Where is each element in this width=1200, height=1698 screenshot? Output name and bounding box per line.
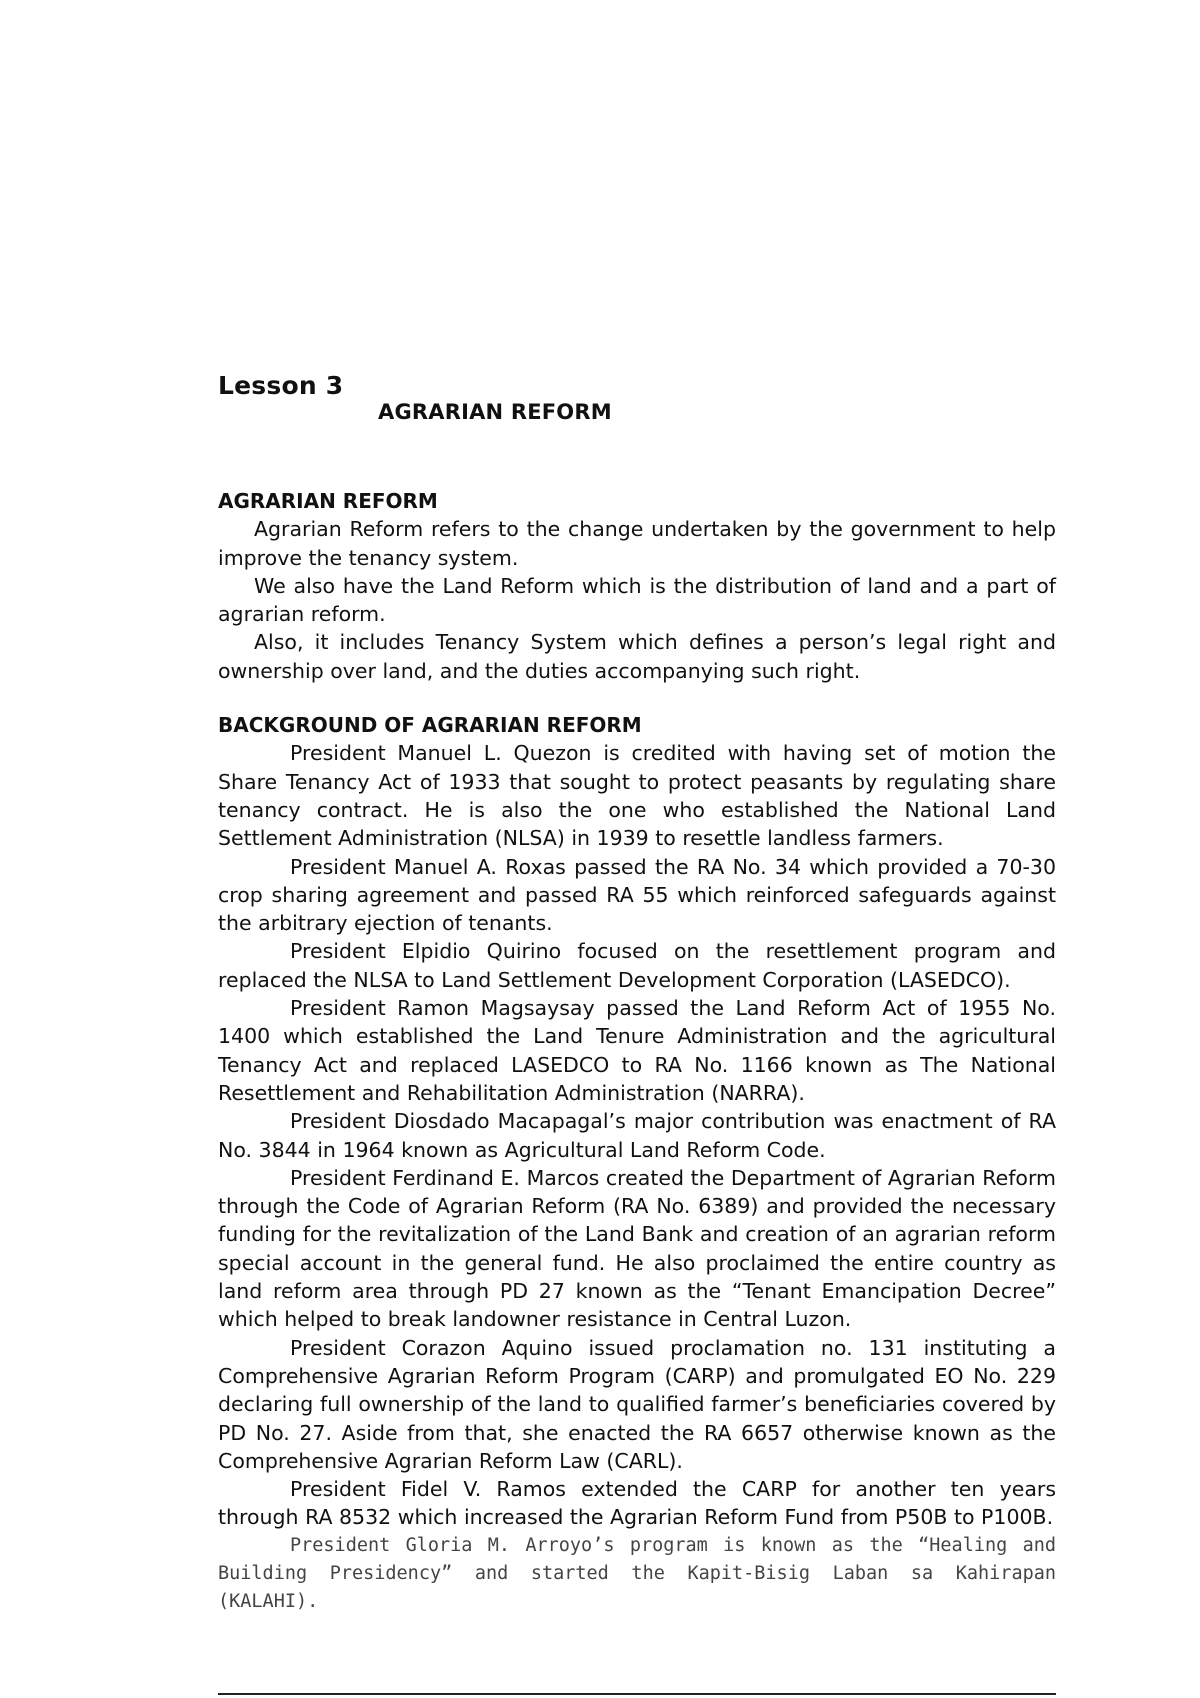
section-spacer: [218, 685, 1056, 711]
lesson-title: AGRARIAN REFORM: [378, 400, 612, 424]
paragraph: President Manuel L. Quezon is credited with having set of motion the Share Tenancy Act of 1933 that sought to protect peasants by regulating share tenancy contract. He is also the one who established the National Land Settlement Administration (NLSA) in 1939 to resettle landless farmers.: [218, 741, 1056, 851]
section-background: [218, 711, 1056, 1616]
paragraph: President Fidel V. Ramos extended the CARP for another ten years through RA 8532 which increased the Agrarian Reform Fund from P50B to P100B.: [218, 1477, 1056, 1530]
section-heading: AGRARIAN REFORM: [218, 489, 438, 513]
paragraph: President Gloria M. Arroyo’s program is known as the “Healing and Building Presidency” and started the Kapit-Bisig Laban sa Kahirapan (KALAHI).: [218, 1534, 1056, 1612]
paragraph: President Ramon Magsaysay passed the Land Reform Act of 1955 No. 1400 which established the Land Tenure Administration and the agricultural Tenancy Act and replaced LASEDCO to RA No. 1166 known as The National Resettlement and Rehabilitation Administration (NARRA).: [218, 996, 1056, 1105]
paragraph: President Diosdado Macapagal’s major contribution was enactment of RA No. 3844 in 1964 known as Agricultural Land Reform Code.: [218, 1109, 1056, 1162]
section-heading: BACKGROUND OF AGRARIAN REFORM: [218, 713, 642, 738]
paragraph: Agrarian Reform refers to the change undertaken by the government to help improve the tenancy system.: [218, 517, 1056, 570]
section-agrarian-reform: [218, 487, 1056, 685]
lesson-label: Lesson 3: [218, 371, 344, 400]
paragraph: President Ferdinand E. Marcos created the Department of Agrarian Reform through the Code of Agrarian Reform (RA No. 6389) and provided the necessary funding for the revitalization of the Land Bank and creation of an agrarian reform special account in the general fund. He also proclaimed the entire country as land reform area through PD 27 known as the “Tenant Emancipation Decree” which helped to break landowner resistance in Central Luzon.: [218, 1165, 1056, 1332]
paragraph: President Corazon Aquino issued proclamation no. 131 instituting a Comprehensive Agrarian Reform Program (CARP) and promulgated EO No. 229 declaring full ownership of the land to qualified farmer’s beneficiaries covered by PD No. 27. Aside from that, she enacted the RA 6657 otherwise known as the Comprehensive Agrarian Reform Law (CARL).: [218, 1335, 1056, 1473]
paragraph: President Elpidio Quirino focused on the resettlement program and replaced the NLSA to Land Settlement Development Corporation (LASEDCO).: [218, 939, 1056, 992]
paragraph: President Manuel A. Roxas passed the RA No. 34 which provided a 70-30 crop sharing agreement and passed RA 55 which reinforced safeguards against the arbitrary ejection of tenants.: [218, 854, 1056, 936]
lesson-content: [218, 487, 1056, 1616]
paragraph: Also, it includes Tenancy System which defines a person’s legal right and ownership over land, and the duties accompanying such right.: [218, 630, 1056, 683]
paragraph: We also have the Land Reform which is the distribution of land and a part of agrarian reform.: [218, 573, 1056, 627]
footer-divider: [218, 1693, 1056, 1695]
